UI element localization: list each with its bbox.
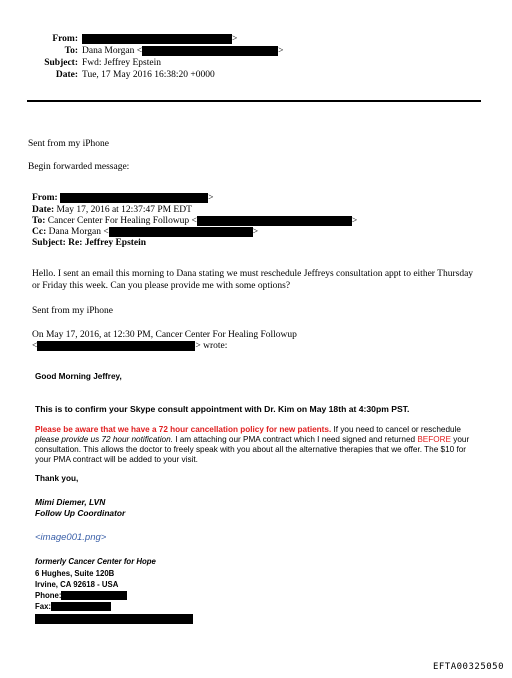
signature-phone-label: Phone: [35, 591, 62, 600]
fwd-cc-label: Cc: [32, 227, 47, 237]
redacted-block [60, 193, 208, 203]
redacted-block [37, 341, 195, 351]
redacted-block [197, 216, 352, 226]
header-to-row [0, 45, 283, 57]
redacted-block [142, 46, 278, 56]
redacted-block [51, 602, 111, 611]
image-reference: <image001.png> [35, 532, 107, 543]
fwd-date-label: Date: [32, 205, 55, 215]
fwd-subject-label: Subject: [32, 238, 66, 248]
fwd-subject-row [32, 237, 146, 249]
policy-before-text: BEFORE [417, 435, 451, 444]
fwd-from-label: From: [32, 193, 58, 203]
signature-fax-row [35, 601, 111, 612]
reply-sent-from-iphone: Sent from my iPhone [32, 306, 114, 316]
quote-intro-line: On May 17, 2016, at 12:30 PM, Cancer Center For Healing Followup [32, 330, 297, 340]
header-subject-row [0, 57, 161, 69]
redacted-block [61, 591, 127, 600]
sent-from-iphone: Sent from my iPhone [28, 139, 110, 149]
signature-formerly: formerly Cancer Center for Hope [35, 557, 156, 566]
fwd-subject-value: Re: Jeffrey Epstein [68, 238, 147, 248]
header-from-suffix: > [232, 34, 238, 44]
policy-text-2: I am attaching our PMA contract which I need signed and returned [172, 435, 418, 444]
quote-intro-line-2 [32, 340, 227, 352]
fwd-from-row [32, 192, 213, 204]
fwd-to-suffix: > [351, 216, 358, 226]
policy-red-text: Please be aware that we have a 72 hour cancellation policy for new patients. [35, 425, 332, 434]
header-from-label: From: [52, 34, 78, 44]
signature-fax-label: Fax: [35, 602, 52, 611]
signature-name: Mimi Diemer, LVN [35, 497, 106, 507]
reply-paragraph: Hello. I sent an email this morning to Dana stating we must reschedule Jeffreys consultation appt to either Thursday or Friday this week. Can you please provide me with some options? [32, 269, 474, 291]
policy-text-3: your consultation. This allows the doctor to freely speak with you about all the alternative therapies that we offer. The $10 for your PMA contract will be added to your visit. [35, 435, 470, 464]
policy-italic-text: please provide us 72 hour notification. [35, 435, 173, 444]
quoted-policy-paragraph [35, 425, 480, 465]
quote-intro-suffix: > wrote: [195, 341, 228, 351]
quote-intro-prefix: < [32, 341, 38, 351]
quoted-confirm: This is to confirm your Skype consult appointment with Dr. Kim on May 18th at 4:30pm PST. [35, 404, 410, 414]
policy-text-1: If you need to cancel or reschedule [331, 425, 461, 434]
signature-title: Follow Up Coordinator [35, 508, 126, 518]
header-to-suffix: > [278, 46, 284, 56]
document-id: EFTA00325050 [432, 662, 504, 672]
header-to-value: Dana Morgan < [82, 46, 143, 56]
header-to-label: To: [64, 46, 78, 56]
header-subject-label: Subject: [44, 58, 78, 68]
fwd-to-label: To: [32, 216, 46, 226]
header-date-value: Tue, 17 May 2016 16:38:20 +0000 [82, 70, 215, 80]
begin-forwarded-message: Begin forwarded message: [28, 162, 130, 172]
signature-address-1: 6 Hughes, Suite 120B [35, 569, 115, 578]
redacted-block [82, 34, 232, 44]
header-subject-value: Fwd: Jeffrey Epstein [82, 58, 161, 68]
redacted-block [109, 227, 253, 237]
header-divider [27, 100, 481, 102]
signature-email-row [35, 613, 193, 624]
signature-phone-row [35, 590, 127, 601]
quoted-thanks: Thank you, [35, 474, 79, 483]
fwd-date-value: May 17, 2016 at 12:37:47 PM EDT [56, 205, 192, 215]
header-from-row [0, 33, 237, 45]
header-date-row [0, 69, 215, 81]
signature-address-2: Irvine, CA 92618 - USA [35, 580, 119, 589]
fwd-cc-value: Dana Morgan < [48, 227, 109, 237]
fwd-from-suffix: > [208, 193, 214, 203]
quoted-greeting: Good Morning Jeffrey, [35, 372, 122, 381]
fwd-cc-suffix: > [252, 227, 259, 237]
redacted-block [35, 614, 193, 624]
header-date-label: Date: [55, 70, 78, 80]
fwd-to-value: Cancer Center For Healing Followup < [47, 216, 197, 226]
